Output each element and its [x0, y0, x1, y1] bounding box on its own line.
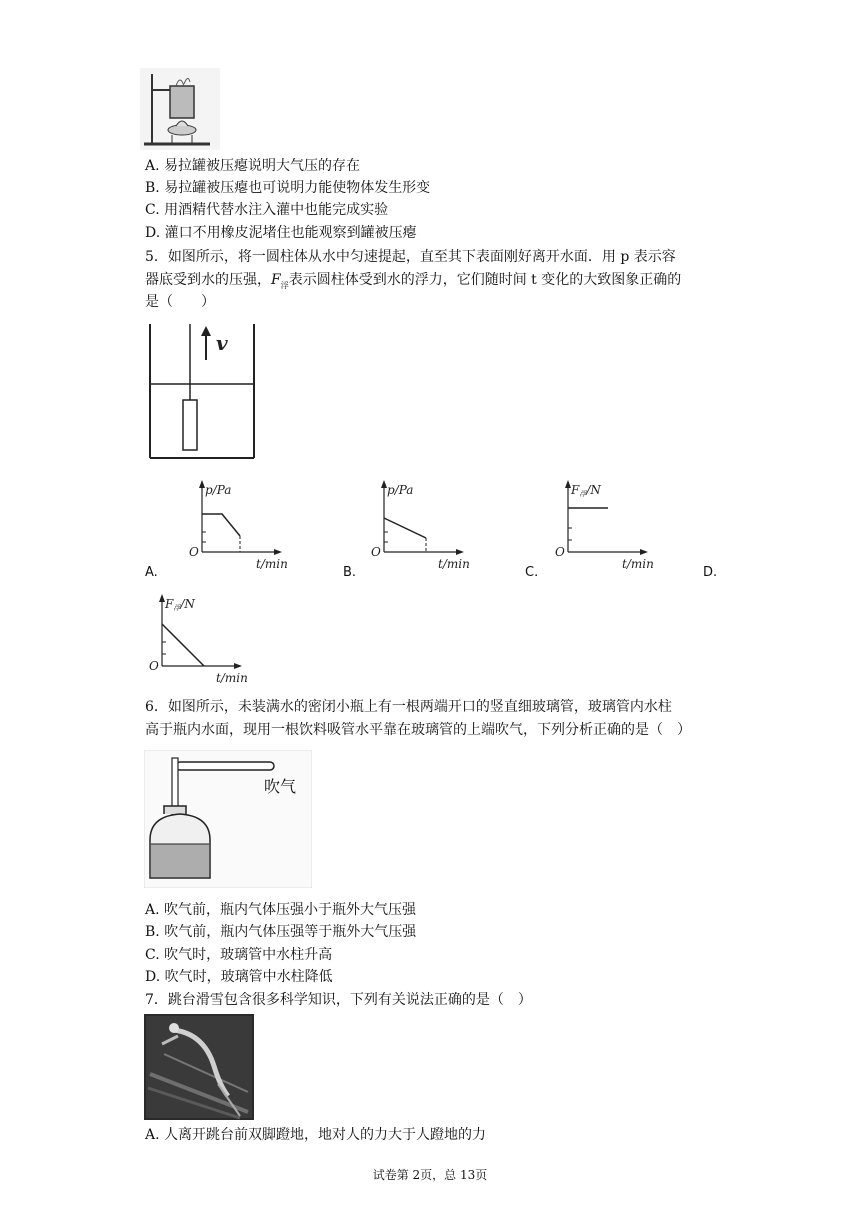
q5-c-origin: O	[555, 545, 565, 559]
q6-option-a: A. 吹气前，瓶内气体压强小于瓶外大气压强	[145, 902, 417, 918]
q5-c-ylabel-sub: 浮	[579, 490, 587, 498]
q5-c-ylabel-unit: /N	[586, 483, 601, 497]
q7-ski-jump-photo	[144, 1014, 254, 1120]
q5-a-ylabel: p/Pa	[205, 483, 232, 497]
q5-b-xlabel: t/min	[438, 557, 470, 571]
q5-d-ylabel-main: F	[165, 597, 174, 611]
q4-option-c: C. 用酒精代替水注入灌中也能完成实验	[145, 202, 389, 218]
q4-option-a: A. 易拉罐被压瘪说明大气压的存在	[145, 158, 361, 174]
q5-graph-d	[142, 592, 252, 686]
q4-option-d: D. 灌口不用橡皮泥堵住也能观察到罐被压瘪	[145, 225, 417, 241]
q6-bottle-figure	[144, 750, 312, 888]
q5-option-b-label: B.	[343, 565, 357, 580]
q6-option-d: D. 吹气时，玻璃管中水柱降低	[145, 969, 333, 985]
q5-d-xlabel: t/min	[216, 671, 248, 685]
q6-option-c: C. 吹气时，玻璃管中水柱升高	[145, 947, 333, 963]
q5-d-ylabel-unit: /N	[180, 597, 195, 611]
q7-stem: 7．跳台滑雪包含很多科学知识，下列有关说法正确的是（ ）	[145, 992, 532, 1008]
q5-graph-a	[182, 478, 292, 572]
q5-stem-line2-b: 表示圆柱体受到水的浮力，它们随时间 t 变化的大致图象正确的	[288, 272, 682, 288]
q5-stem-line2	[145, 269, 681, 297]
q5-d-ylabel-sub: 浮	[173, 604, 181, 612]
svg-text:F浮/N	[570, 483, 601, 498]
q6-option-b: B. 吹气前，瓶内气体压强等于瓶外大气压强	[145, 924, 417, 940]
q6-stem-line2: 高于瓶内水面，现用一根饮料吸管水平靠在玻璃管的上端吹气，下列分析正确的是（ ）	[145, 722, 691, 738]
q5-a-origin: O	[189, 545, 199, 559]
q5-stem-line3: 是（ ）	[145, 294, 215, 310]
curve	[202, 514, 240, 536]
q5-graph-b	[364, 478, 474, 572]
q5-c-ylabel-main: F	[571, 483, 580, 497]
q5-d-origin: O	[149, 659, 159, 673]
q5-beaker-figure	[146, 322, 258, 462]
q5-stem-line1: 5．如图所示，将一圆柱体从水中匀速提起，直至其下表面刚好离开水面．用 p 表示容	[145, 249, 676, 265]
q5-b-ylabel: p/Pa	[387, 483, 414, 497]
q5-stem-f-sub: 浮	[280, 280, 289, 290]
q5-velocity-label: v	[216, 331, 228, 355]
svg-text:F浮/N	[164, 597, 195, 612]
q7-option-a: A. 人离开跳台前双脚蹬地，地对人的力大于人蹬地的力	[145, 1127, 487, 1143]
q6-stem-line1: 6．如图所示，未装满水的密闭小瓶上有一根两端开口的竖直细玻璃管，玻璃管内水柱	[145, 699, 672, 715]
q4-option-b: B. 易拉罐被压瘪也可说明力能使物体发生形变	[145, 180, 431, 196]
q5-b-origin: O	[371, 545, 381, 559]
q6-blow-label: 吹气	[264, 777, 297, 796]
q5-a-xlabel: t/min	[256, 557, 288, 571]
q5-option-c-label: C.	[525, 565, 539, 580]
q5-graph-c	[548, 478, 658, 572]
q4-can-figure	[140, 68, 220, 150]
q5-option-a-label: A.	[145, 565, 158, 580]
q5-stem-f: F	[271, 272, 281, 288]
q5-c-xlabel: t/min	[622, 557, 654, 571]
q5-option-d-label: D.	[703, 565, 718, 580]
page-footer: 试卷第 2页，总 13页	[372, 1168, 488, 1182]
q5-stem-line2-a: 器底受到水的压强，	[145, 272, 271, 288]
